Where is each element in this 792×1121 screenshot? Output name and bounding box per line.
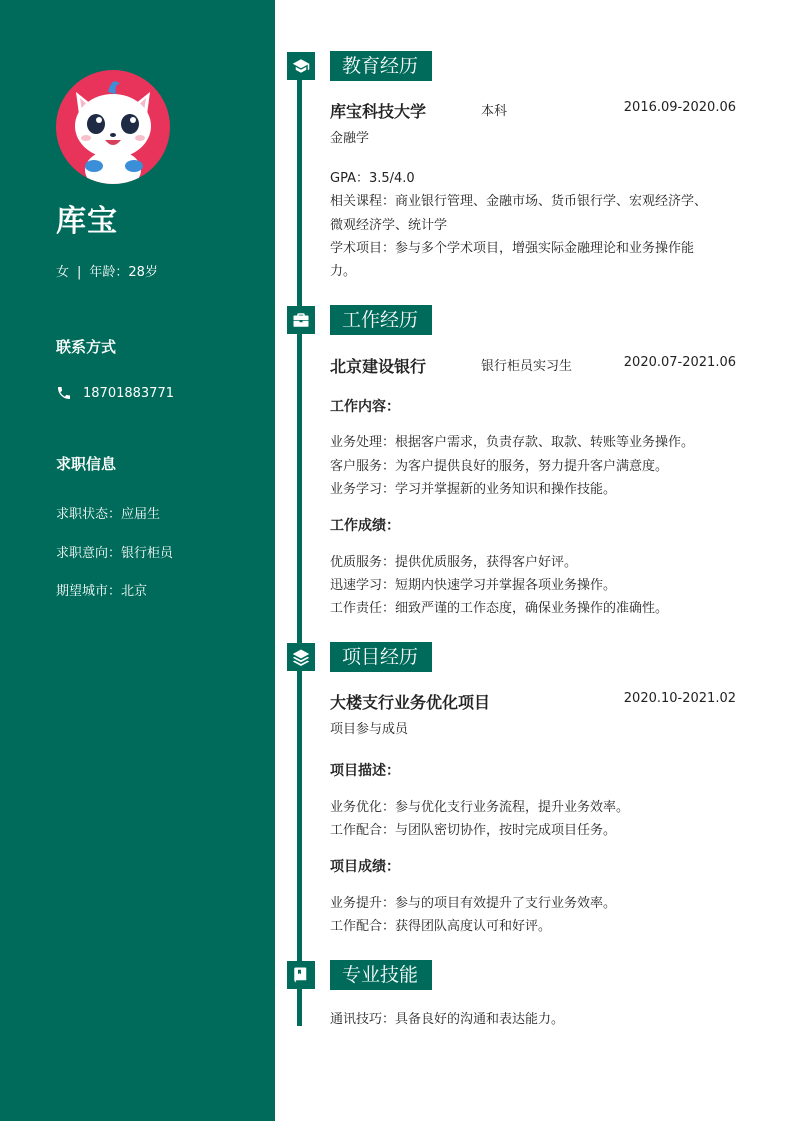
project-date: 2020.10-2021.02 [623,691,736,706]
education-date: 2016.09-2020.06 [623,100,736,115]
school-name: 库宝科技大学 [330,102,427,121]
project-title: 项目经历 [330,642,432,672]
work-icon-box [287,306,315,334]
job-intent: 求职意向：银行柜员 [56,546,174,561]
project-desc-line: 业务优化：参与优化支行业务流程，提升业务效率。 [330,800,630,815]
work-content-line: 客户服务：为客户提供良好的服务，努力提升客户满意度。 [330,459,669,474]
edu-line: 相关课程：商业银行管理、金融市场、货币银行学、宏观经济学、 [330,194,708,209]
work-results-line: 工作责任：细致严谨的工作态度，确保业务操作的准确性。 [330,601,669,616]
candidate-name: 库宝 [56,204,118,239]
project-results-line: 业务提升：参与的项目有效提升了支行业务效率。 [330,896,617,911]
edu-line: 力。 [330,264,357,279]
layers-icon [292,648,310,666]
project-desc-heading: 项目描述： [330,763,400,779]
skills-icon-box [287,961,315,989]
edu-line: 微观经济学、统计学 [330,218,448,233]
degree: 本科 [481,104,508,119]
timeline-bar [297,76,302,1026]
graduation-cap-icon [292,57,310,75]
sidebar [0,0,275,1121]
cat-mascot-icon [56,70,170,184]
contact-heading: 联系方式 [56,338,117,356]
gender: 女 [56,265,70,280]
education-title: 教育经历 [330,51,432,81]
project-desc-line: 工作配合：与团队密切协作，按时完成项目任务。 [330,823,617,838]
phone-icon [56,385,72,401]
edu-line: GPA：3.5/4.0 [330,171,415,186]
work-results-line: 迅速学习：短期内快速学习并掌握各项业务操作。 [330,578,617,593]
book-icon [292,966,310,984]
work-results-line: 优质服务：提供优质服务，获得客户好评。 [330,555,578,570]
job-role: 银行柜员实习生 [481,359,573,374]
edu-line: 学术项目：参与多个学术项目，增强实际金融理论和业务操作能 [330,241,695,256]
skills-line: 通讯技巧：具备良好的沟通和表达能力。 [330,1012,565,1027]
briefcase-icon [292,311,310,329]
work-content-line: 业务处理：根据客户需求，负责存款、取款、转账等业务操作。 [330,435,695,450]
project-results-line: 工作配合：获得团队高度认可和好评。 [330,919,552,934]
company-name: 北京建设银行 [330,357,427,376]
avatar [56,70,170,184]
project-name: 大楼支行业务优化项目 [330,693,491,712]
work-results-heading: 工作成绩： [330,518,400,534]
work-content-line: 业务学习：学习并掌握新的业务知识和操作技能。 [330,482,617,497]
education-icon-box [287,52,315,80]
skills-title: 专业技能 [330,960,432,990]
project-results-heading: 项目成绩： [330,859,400,875]
phone-row [56,385,174,401]
age: 年龄：28岁 [89,265,158,280]
work-title: 工作经历 [330,305,432,335]
separator: | [77,265,82,280]
job-status: 求职状态：应届生 [56,507,161,522]
phone-number: 18701883771 [83,385,174,401]
work-date: 2020.07-2021.06 [623,355,736,370]
job-city: 期望城市：北京 [56,584,148,599]
project-role: 项目参与成员 [330,722,409,737]
project-icon-box [287,643,315,671]
job-heading: 求职信息 [56,455,117,473]
major: 金融学 [330,131,370,146]
work-content-heading: 工作内容： [330,399,400,415]
basic-info [56,261,158,280]
